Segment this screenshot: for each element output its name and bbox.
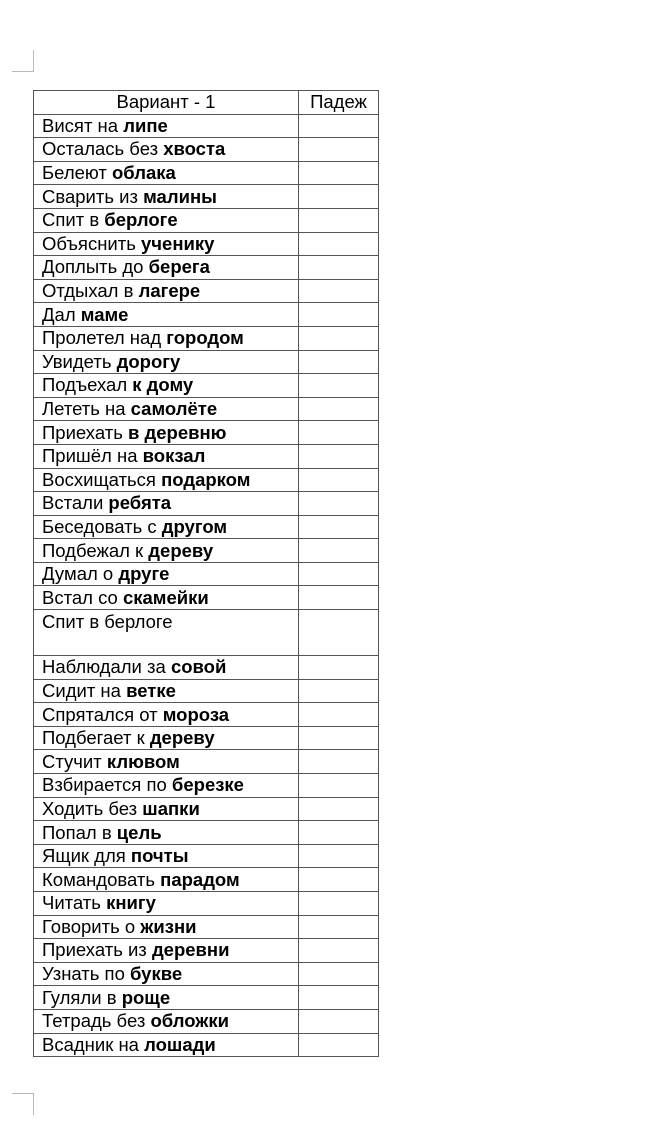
table-row <box>34 185 379 209</box>
highlighted-word: облака <box>111 162 176 184</box>
case-answer-cell[interactable] <box>299 114 379 138</box>
phrase-cell <box>34 562 299 586</box>
case-answer-cell[interactable] <box>299 962 379 986</box>
phrase-text: Осталась без <box>42 138 164 160</box>
table-row <box>34 232 379 256</box>
case-answer-cell[interactable] <box>299 679 379 703</box>
highlighted-word: в деревню <box>127 421 227 443</box>
case-answer-cell[interactable] <box>299 821 379 845</box>
highlighted-word: роще <box>121 986 171 1008</box>
case-answer-cell[interactable] <box>299 444 379 468</box>
table-row <box>34 444 379 468</box>
case-answer-cell[interactable] <box>299 1033 379 1057</box>
highlighted-word: клювом <box>106 750 180 772</box>
case-answer-cell[interactable] <box>299 138 379 162</box>
highlighted-word: берлоге <box>104 209 178 231</box>
phrase-cell <box>34 208 299 232</box>
phrase-cell <box>34 350 299 374</box>
table-row <box>34 114 379 138</box>
case-answer-cell[interactable] <box>299 986 379 1010</box>
highlighted-word: дереву <box>149 727 215 749</box>
table-row <box>34 962 379 986</box>
phrase-text: Спрятался от <box>42 703 163 725</box>
case-answer-cell[interactable] <box>299 492 379 516</box>
phrase-cell <box>34 397 299 421</box>
highlighted-word: берега <box>148 256 210 278</box>
phrase-cell <box>34 750 299 774</box>
table-row <box>34 610 379 656</box>
table-row <box>34 726 379 750</box>
table-row <box>34 1009 379 1033</box>
phrase-cell <box>34 303 299 327</box>
table-row <box>34 468 379 492</box>
phrase-cell <box>34 868 299 892</box>
phrase-cell <box>34 962 299 986</box>
phrase-text: Командовать <box>42 868 161 890</box>
table-row <box>34 374 379 398</box>
phrase-cell <box>34 726 299 750</box>
phrase-cell <box>34 539 299 563</box>
phrase-text: Лететь на <box>42 398 131 420</box>
phrase-cell <box>34 256 299 280</box>
phrase-cell <box>34 185 299 209</box>
case-answer-cell[interactable] <box>299 374 379 398</box>
case-answer-cell[interactable] <box>299 208 379 232</box>
phrase-text: Наблюдали за <box>42 656 171 678</box>
table-row <box>34 821 379 845</box>
table-row <box>34 844 379 868</box>
phrase-text: Увидеть <box>42 350 117 372</box>
highlighted-word: дереву <box>148 539 214 561</box>
highlighted-word: букве <box>130 963 183 985</box>
table-row <box>34 586 379 610</box>
highlighted-word: шапки <box>142 797 200 819</box>
table-row <box>34 915 379 939</box>
case-answer-cell[interactable] <box>299 539 379 563</box>
page-corner-mark-top <box>12 50 34 72</box>
table-row <box>34 797 379 821</box>
highlighted-word: цель <box>116 821 162 843</box>
highlighted-word: дорогу <box>116 350 181 372</box>
page-corner-mark-bottom <box>12 1093 34 1115</box>
case-answer-cell[interactable] <box>299 303 379 327</box>
phrase-text: Сидит на <box>42 679 127 701</box>
phrase-text: Тетрадь без <box>42 1010 151 1032</box>
highlighted-word: березке <box>171 774 244 796</box>
highlighted-word: скамейки <box>122 586 209 608</box>
highlighted-word: жизни <box>140 915 197 937</box>
phrase-cell <box>34 374 299 398</box>
table-row <box>34 515 379 539</box>
table-row <box>34 350 379 374</box>
phrase-text: Думал о <box>42 563 119 585</box>
table-row <box>34 1033 379 1057</box>
case-answer-cell[interactable] <box>299 161 379 185</box>
header-row <box>34 91 379 115</box>
highlighted-word: к дому <box>132 374 194 396</box>
phrase-cell <box>34 138 299 162</box>
highlighted-word: хвоста <box>163 138 226 160</box>
phrase-text: Подъехал <box>42 374 133 396</box>
case-answer-cell[interactable] <box>299 610 379 656</box>
case-answer-cell[interactable] <box>299 562 379 586</box>
phrase-cell <box>34 821 299 845</box>
phrase-cell <box>34 1009 299 1033</box>
highlighted-word: деревни <box>151 939 230 961</box>
table-row <box>34 539 379 563</box>
case-answer-cell[interactable] <box>299 868 379 892</box>
table-row <box>34 397 379 421</box>
phrase-text: Ходить без <box>42 797 143 819</box>
phrase-text: Подбегает к <box>42 727 150 749</box>
case-answer-cell[interactable] <box>299 774 379 798</box>
highlighted-word: вокзал <box>142 445 206 467</box>
phrase-text: Встал со <box>42 586 123 608</box>
case-answer-cell[interactable] <box>299 256 379 280</box>
table-row <box>34 421 379 445</box>
phrase-text: Подбежал к <box>42 539 149 561</box>
table-row <box>34 939 379 963</box>
phrase-cell <box>34 844 299 868</box>
phrase-cell <box>34 421 299 445</box>
phrase-text: Сварить из <box>42 185 144 207</box>
case-header: Падеж <box>299 91 379 115</box>
table-row <box>34 138 379 162</box>
case-answer-cell[interactable] <box>299 326 379 350</box>
phrase-text: Пролетел над <box>42 327 167 349</box>
phrase-text: Взбирается по <box>42 774 172 796</box>
case-worksheet-table <box>33 90 379 1057</box>
table-row <box>34 208 379 232</box>
table-row <box>34 986 379 1010</box>
phrase-cell <box>34 161 299 185</box>
highlighted-word: ребята <box>108 492 172 514</box>
case-answer-cell[interactable] <box>299 892 379 916</box>
table-row <box>34 750 379 774</box>
case-answer-cell[interactable] <box>299 915 379 939</box>
phrase-cell <box>34 444 299 468</box>
case-answer-cell[interactable] <box>299 939 379 963</box>
table-row <box>34 679 379 703</box>
highlighted-word: парадом <box>160 868 240 890</box>
phrase-cell <box>34 586 299 610</box>
variant-header: Вариант - 1 <box>34 91 299 115</box>
table-row <box>34 562 379 586</box>
phrase-cell <box>34 114 299 138</box>
table-row <box>34 279 379 303</box>
table-row <box>34 256 379 280</box>
highlighted-word: городом <box>166 327 244 349</box>
phrase-text: Спит в берлоге <box>42 611 173 633</box>
phrase-cell <box>34 915 299 939</box>
highlighted-word: совой <box>170 656 227 678</box>
phrase-cell <box>34 986 299 1010</box>
highlighted-word: почты <box>130 845 189 867</box>
highlighted-word: самолёте <box>130 398 218 420</box>
case-answer-cell[interactable] <box>299 515 379 539</box>
table-row <box>34 656 379 680</box>
phrase-cell <box>34 797 299 821</box>
phrase-text: Белеют <box>42 162 112 184</box>
highlighted-word: лагере <box>138 280 201 302</box>
case-answer-cell[interactable] <box>299 586 379 610</box>
case-answer-cell[interactable] <box>299 1009 379 1033</box>
phrase-cell <box>34 703 299 727</box>
phrase-text: Дал <box>42 303 81 325</box>
highlighted-word: ветке <box>126 679 176 701</box>
phrase-cell <box>34 679 299 703</box>
highlighted-word: друге <box>118 563 170 585</box>
table-row <box>34 492 379 516</box>
highlighted-word: мороза <box>162 703 230 725</box>
phrase-text: Всадник на <box>42 1033 145 1055</box>
phrase-text: Гуляли в <box>42 986 122 1008</box>
phrase-text: Ящик для <box>42 845 131 867</box>
phrase-cell <box>34 939 299 963</box>
table-row <box>34 774 379 798</box>
phrase-text: Узнать по <box>42 963 130 985</box>
table-row <box>34 703 379 727</box>
case-answer-cell[interactable] <box>299 232 379 256</box>
highlighted-word: обложки <box>150 1010 230 1032</box>
case-answer-cell[interactable] <box>299 397 379 421</box>
phrase-text: Встали <box>42 492 109 514</box>
phrase-text: Стучит <box>42 750 107 772</box>
table-body <box>34 114 379 1057</box>
phrase-text: Читать <box>42 892 107 914</box>
phrase-text: Беседовать с <box>42 515 162 537</box>
phrase-cell <box>34 492 299 516</box>
case-answer-cell[interactable] <box>299 844 379 868</box>
highlighted-word: маме <box>80 303 129 325</box>
highlighted-word: лошади <box>144 1033 216 1055</box>
phrase-text: Отдыхал в <box>42 280 139 302</box>
highlighted-word: малины <box>143 185 217 207</box>
highlighted-word: другом <box>161 515 228 537</box>
phrase-cell <box>34 279 299 303</box>
highlighted-word: ученику <box>141 232 215 254</box>
phrase-text: Пришёл на <box>42 445 143 467</box>
highlighted-word: липе <box>123 114 168 136</box>
table-row <box>34 868 379 892</box>
phrase-text: Говорить о <box>42 915 141 937</box>
phrase-text: Восхищаться <box>42 468 162 490</box>
phrase-cell <box>34 892 299 916</box>
highlighted-word: книгу <box>106 892 156 914</box>
phrase-cell <box>34 326 299 350</box>
phrase-cell <box>34 1033 299 1057</box>
highlighted-word: подарком <box>161 468 251 490</box>
table-row <box>34 303 379 327</box>
case-answer-cell[interactable] <box>299 703 379 727</box>
phrase-cell <box>34 515 299 539</box>
phrase-text: Объяснить <box>42 232 142 254</box>
phrase-text: Спит в <box>42 209 105 231</box>
table-row <box>34 326 379 350</box>
table-row <box>34 161 379 185</box>
phrase-text: Приехать <box>42 421 128 443</box>
case-answer-cell[interactable] <box>299 185 379 209</box>
phrase-text: Доплыть до <box>42 256 149 278</box>
phrase-text: Висят на <box>42 114 124 136</box>
case-answer-cell[interactable] <box>299 656 379 680</box>
case-answer-cell[interactable] <box>299 797 379 821</box>
case-answer-cell[interactable] <box>299 350 379 374</box>
phrase-cell <box>34 656 299 680</box>
case-answer-cell[interactable] <box>299 421 379 445</box>
phrase-cell <box>34 610 299 656</box>
case-answer-cell[interactable] <box>299 279 379 303</box>
phrase-cell <box>34 774 299 798</box>
table-row <box>34 892 379 916</box>
phrase-cell <box>34 468 299 492</box>
phrase-text: Попал в <box>42 821 117 843</box>
phrase-cell <box>34 232 299 256</box>
case-answer-cell[interactable] <box>299 468 379 492</box>
phrase-text: Приехать из <box>42 939 152 961</box>
case-answer-cell[interactable] <box>299 750 379 774</box>
case-answer-cell[interactable] <box>299 726 379 750</box>
